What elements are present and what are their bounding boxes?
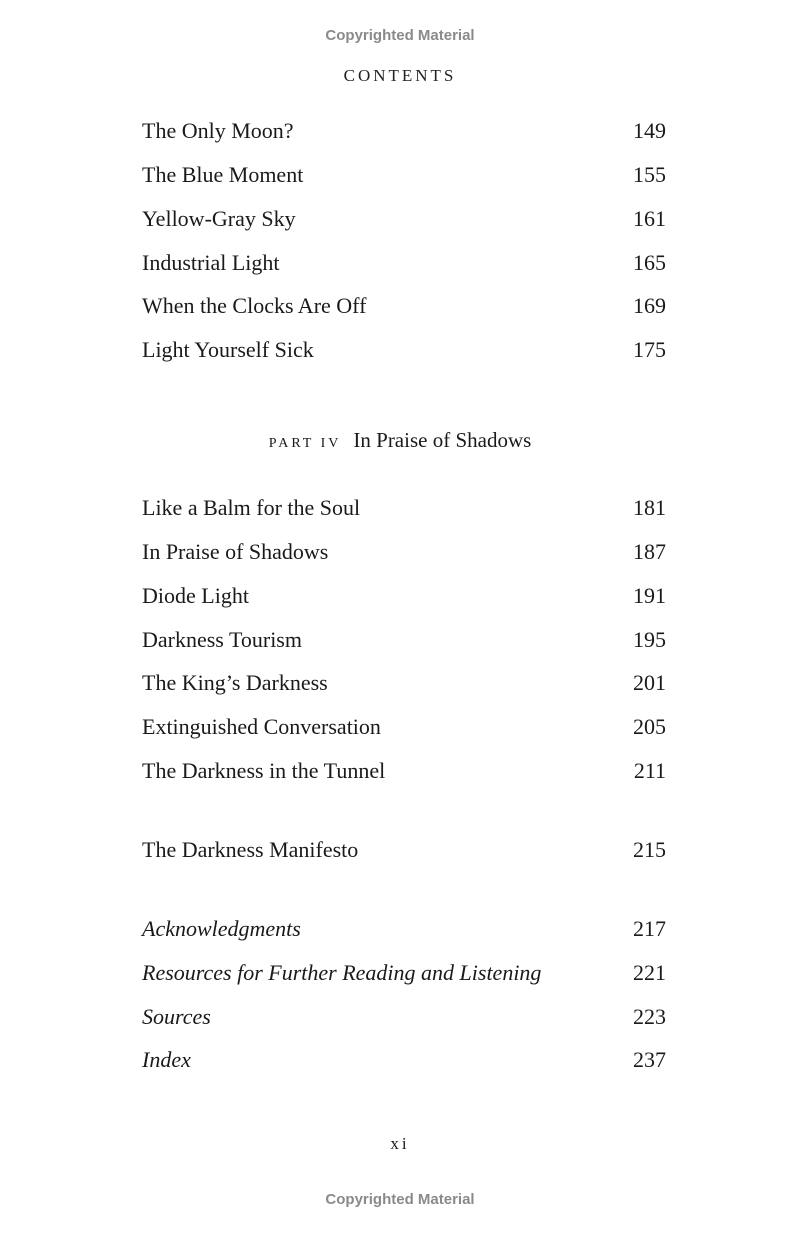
toc-entry-page: 165 <box>633 250 666 275</box>
toc-entry[interactable] <box>142 758 666 788</box>
toc-entry-title: When the Clocks Are Off <box>142 293 367 318</box>
toc-entry[interactable] <box>142 495 666 525</box>
toc-entry-page: 217 <box>633 916 666 941</box>
running-head: CONTENTS <box>343 66 457 85</box>
part-label: PART IV <box>268 436 342 451</box>
toc-entry[interactable] <box>142 250 666 280</box>
toc-entry-page: 211 <box>633 758 666 783</box>
toc-entry-page: 205 <box>633 714 666 739</box>
toc-entry-title: Resources for Further Reading and Listening <box>142 960 542 985</box>
toc-entry-page: 221 <box>633 960 666 985</box>
toc-entry-back-matter[interactable] <box>142 960 666 990</box>
toc-entry-title: The Darkness in the Tunnel <box>142 758 386 783</box>
toc-entry-page: 155 <box>633 162 666 187</box>
toc-entry-title: Industrial Light <box>142 250 280 275</box>
toc-entry-page: 201 <box>633 670 666 695</box>
toc-entry-page: 161 <box>633 206 666 231</box>
toc-entry-page: 237 <box>633 1047 666 1072</box>
toc-entry-title: Darkness Tourism <box>142 627 302 652</box>
toc-entry[interactable] <box>142 670 666 700</box>
toc-entry-manifesto[interactable] <box>142 837 666 867</box>
toc-entry-back-matter[interactable] <box>142 916 666 946</box>
toc-entry-title: Like a Balm for the Soul <box>142 495 361 520</box>
toc-entry-title: Light Yourself Sick <box>142 337 314 362</box>
toc-entry-title: The King’s Darkness <box>142 670 328 695</box>
toc-entry-title: The Darkness Manifesto <box>142 837 359 862</box>
toc-entry[interactable] <box>142 162 666 192</box>
toc-entry-title: In Praise of Shadows <box>142 539 329 564</box>
toc-entry-page: 223 <box>633 1004 666 1029</box>
part-heading <box>0 428 800 453</box>
toc-entry-title: The Only Moon? <box>142 118 294 143</box>
toc-entry-page: 195 <box>633 627 666 652</box>
toc-entry[interactable] <box>142 118 666 148</box>
toc-entry-back-matter[interactable] <box>142 1047 666 1077</box>
toc-entry-title: The Blue Moment <box>142 162 304 187</box>
copyright-watermark-bottom: Copyrighted Material <box>325 1191 475 1208</box>
toc-entry[interactable] <box>142 714 666 744</box>
toc-entry-title: Acknowledgments <box>142 916 301 941</box>
toc-entry-title: Sources <box>142 1004 211 1029</box>
toc-entry[interactable] <box>142 627 666 657</box>
toc-entry-title: Extinguished Conversation <box>142 714 381 739</box>
toc-entry[interactable] <box>142 583 666 613</box>
page-number: xi <box>390 1134 410 1153</box>
toc-entry-page: 191 <box>633 583 666 608</box>
toc-entry[interactable] <box>142 337 666 367</box>
part-title: In Praise of Shadows <box>353 428 532 452</box>
toc-entry-page: 175 <box>633 337 666 362</box>
toc-entry[interactable] <box>142 206 666 236</box>
toc-entry-page: 215 <box>633 837 666 862</box>
toc-entry-title: Diode Light <box>142 583 249 608</box>
toc-entry-title: Yellow-Gray Sky <box>142 206 296 231</box>
toc-entry-page: 187 <box>633 539 666 564</box>
toc-entry[interactable] <box>142 293 666 323</box>
toc-entry-page: 169 <box>633 293 666 318</box>
copyright-watermark-top: Copyrighted Material <box>325 27 475 44</box>
toc-entry-back-matter[interactable] <box>142 1004 666 1034</box>
toc-entry-page: 181 <box>633 495 666 520</box>
toc-entry-title: Index <box>142 1047 191 1072</box>
toc-entry[interactable] <box>142 539 666 569</box>
toc-entry-page: 149 <box>633 118 666 143</box>
